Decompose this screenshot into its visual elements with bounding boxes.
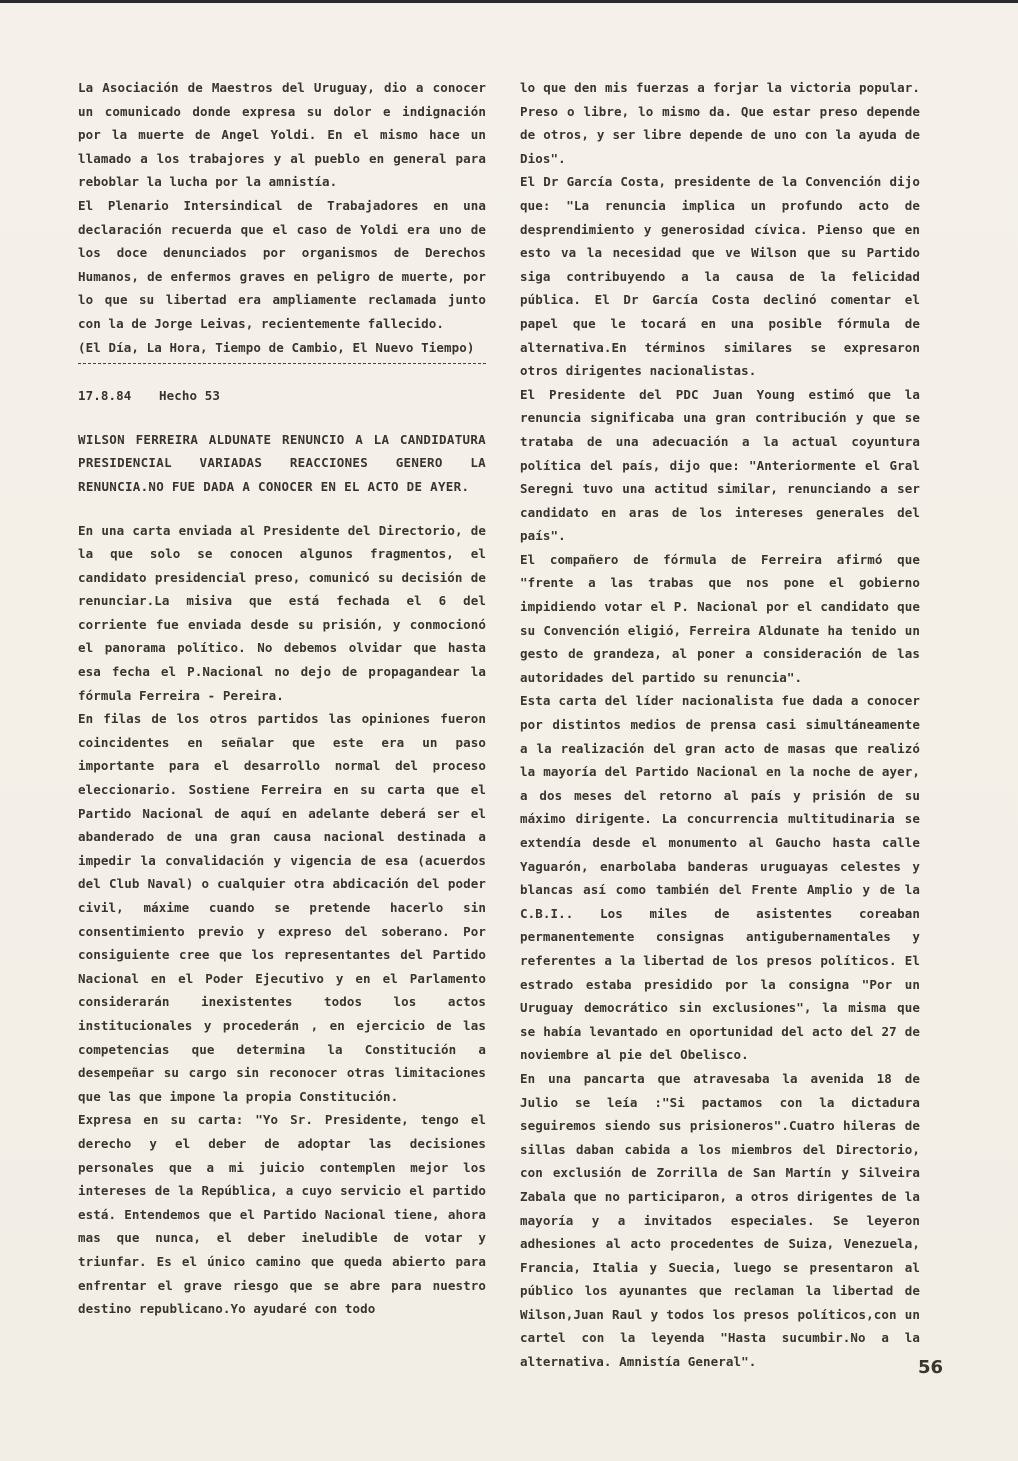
paragraph-maestros: La Asociación de Maestros del Uruguay, dio a conocer un comunicado donde expresa su dolor e indignación por la muerte de Angel Yoldi. En el mismo hace un llamado a los trabajores y al pueblo en general para reboblar la lucha por la amnistía. — [78, 80, 486, 190]
right-column — [520, 76, 920, 1374]
paragraph-expresa: Expresa en su carta: "Yo Sr. Presidente, tengo el derecho y el deber de adoptar las decisiones personales que a mi juicio contemplen mejor los intereses de la República, a cuyo servicio el partido está. Entendemos que el Partido Nacional tiene, ahora mas que nunca, el deber ineludible de votar y triunfar. Es el único camino que queda abierto para enfrentar el grave riesgo que se abre para nuestro destino republicano.Yo ayudaré con todo — [78, 1112, 486, 1317]
fact-label: Hecho 53 — [159, 388, 221, 404]
paragraph-plenario: El Plenario Intersindical de Trabajadores en una declaración recuerda que el caso de Yoldi era uno de los doce denunciados por organismos de Derechos Humanos, de enfermos graves en peligro de muerte, por lo que su libertad era ampliamente reclamada junto con la de Jorge Leivas, recientemente fallecido. — [78, 197, 486, 331]
article-headline: WILSON FERREIRA ALDUNATE RENUNCIO A LA CANDIDATURA PRESIDENCIAL VARIADAS REACCIONES GENERO LA RENUNCIA.NO FUE DADA A CONOCER EN EL ACTO DE AYER. — [78, 431, 486, 494]
fact-header — [78, 384, 486, 408]
paragraph-carta: En una carta enviada al Presidente del Directorio, de la que solo se conocen algunos fragmentos, el candidato presidencial preso, comunicó su decisión de renunciar.La misiva que está fechada el 6 del corriente fue enviada desde su prisión, y conmocionó el panorama político. No debemos olvidar que hasta esa fecha el P.Nacional no dejo de propagandear la fórmula Ferreira - Pereira. — [78, 522, 486, 703]
fact-date: 17.8.84 — [78, 388, 132, 404]
paragraph-companero: El compañero de fórmula de Ferreira afirmó que "frente a las trabas que nos pone el gobierno impidiendo votar el P. Nacional por el candidato que su Convención eligió, Ferreira Aldunate ha tenido un gesto de grandeza, al poner a consideración de las autoridades del partido su renuncia". — [520, 551, 920, 685]
page-number: 56 — [918, 1357, 944, 1378]
paragraph-continuation: lo que den mis fuerzas a forjar la victoria popular. Preso o libre, lo mismo da. Que estar preso depende de otros, y ser libre depende de uno con la ayuda de Dios". — [520, 80, 920, 166]
left-column — [78, 76, 486, 1321]
paragraph-garcia-costa: El Dr García Costa, presidente de la Convención dijo que: "La renuncia implica un profundo acto de desprendimiento y generosidad cívica. Pienso que en esto va la necesidad que ve Wilson que su Partido siga contribuyendo a la causa de la felicidad pública. El Dr García Costa declinó comentar el papel que le tocará en una posible fórmula de alternativa.En términos similares se expresaron otros dirigentes nacionalistas. — [520, 174, 920, 379]
paragraph-pancarta: En una pancarta que atravesaba la avenida 18 de Julio se leía :"Si pactamos con la dictadura seguiremos siendo sus prisioneros".Cuatro hileras de sillas daban cabida a los miembros del Directorio, con exclusión de Zorrilla de San Martín y Silveira Zabala que no participaron, a otros dirigentes de la mayoría y a invitados especiales. Se leyeron adhesiones al acto procedentes de Suiza, Venezuela, Francia, Italia y Suecia, luego se presentaron al público los ayunantes que reclaman la libertad de Wilson,Juan Raul y todos los presos políticos,con un cartel con la leyenda "Hasta sucumbir.No a la alternativa. Amnistía General". — [520, 1070, 920, 1370]
sources-line: (El Día, La Hora, Tiempo de Cambio, El Nuevo Tiempo) — [78, 339, 475, 355]
paragraph-opiniones: En filas de los otros partidos las opiniones fueron coincidentes en señalar que este era un paso importante para el desarrollo normal del proceso eleccionario. Sostiene Ferreira en su carta que el Partido Nacional de aquí en adelante deberá ser el abanderado de una gran causa nacional destinada a impedir la convalidación y vigencia de esa (acuerdos del Club Naval) o cualquier otra abdicación del poder civil, máxime cuando se pretende hacerlo sin consentimiento previo y expreso del soberano. Por consiguiente cree que los representantes del Partido Nacional en el Poder Ejecutivo y en el Parlamento considerarán inexistentes todos los actos institucionales y procederán , en ejercicio de las competencias que determina la Constitución a desempeñar su cargo sin reconocer otras limitaciones que las que impone la propia Constitución. — [78, 711, 486, 1104]
paragraph-pdc: El Presidente del PDC Juan Young estimó que la renuncia significaba una gran contribución y que se trataba de una adecuación a la actual coyuntura política del país, dijo que: "Anteriormente el Gral Seregni tuvo una actitud similar, renunciando a ser candidato en aras de los intereses generales del país". — [520, 386, 920, 544]
top-border — [0, 0, 1018, 3]
paragraph-acto: Esta carta del líder nacionalista fue dada a conocer por distintos medios de prensa casi simultáneamente a la realización del gran acto de masas que realizó la mayoría del Partido Nacional en la noche de ayer, a dos meses del retorno al país y prisión de su máximo dirigente. La concurrencia multitudinaria se extendía desde el monumento al Gaucho hasta calle Yaguarón, enarbolaba banderas uruguayas celestes y blancas así como también del Frente Amplio y de la C.B.I.. Los miles de asistentes coreaban permanentemente consignas antigubernamentales y referentes a la libertad de los presos políticos. El estrado estaba presidido por la consigna "Por un Uruguay democrático sin exclusiones", la misma que se había levantado en oportunidad del acto del 27 de noviembre al pie del Obelisco. — [520, 693, 920, 1063]
